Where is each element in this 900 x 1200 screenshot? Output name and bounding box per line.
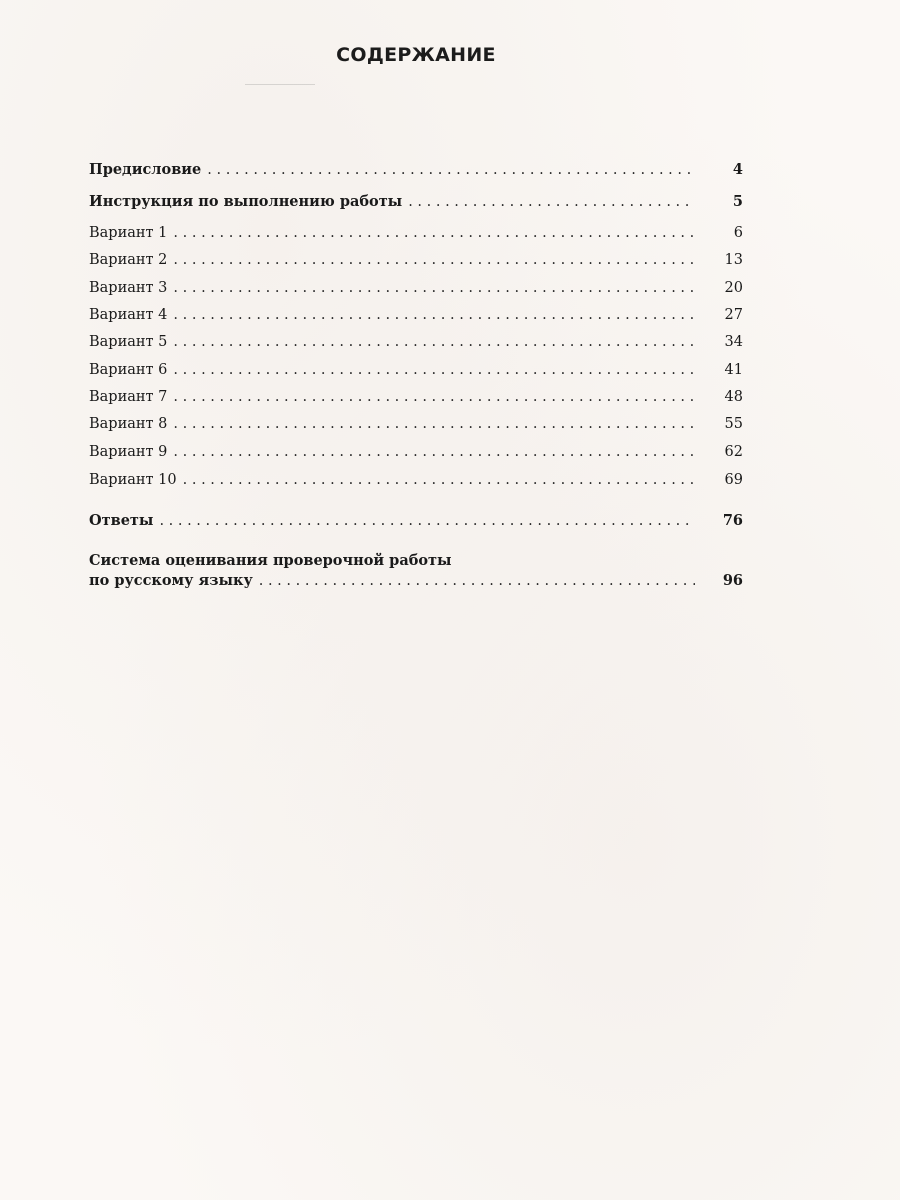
toc-leader-dots [173,387,695,407]
toc-entry-page: 41 [724,362,743,378]
page-heading: СОДЕРЖАНИЕ [336,44,496,66]
toc-entry[interactable] [89,223,743,243]
toc-entry-title: Вариант 10 [89,472,177,488]
toc-entry-title: Вариант 2 [89,252,168,268]
toc-entry-page: 62 [724,444,743,460]
toc-leader-dots [173,332,695,352]
toc-entry-title: Вариант 6 [89,362,168,378]
toc-leader-dots [408,192,695,212]
toc-entry-page: 34 [724,334,743,350]
toc-entry[interactable] [89,332,743,352]
toc-entry[interactable] [89,250,743,270]
toc-entry-title: Вариант 3 [89,280,168,296]
toc-entry-page: 27 [724,307,743,323]
toc-entry-page: 4 [732,161,743,178]
toc-leader-dots [173,414,695,434]
toc-entry-title: Вариант 1 [89,225,168,241]
toc-entry[interactable] [89,511,743,531]
toc-entry-page: 69 [724,472,743,488]
toc-entry-page: 96 [722,572,743,589]
toc-entry-title: по русскому языку [89,572,253,589]
toc-entry-title: Вариант 7 [89,389,168,405]
toc-entry-title: Вариант 4 [89,307,168,323]
toc-entry[interactable] [89,551,743,591]
toc-entry[interactable] [89,305,743,325]
toc-entry-title: Инструкция по выполнению работы [89,193,403,210]
toc-entry-page: 13 [724,252,743,268]
toc-leader-dots [173,278,695,298]
toc-entry-page: 76 [722,512,743,529]
toc-leader-dots [173,223,695,243]
toc-entry[interactable] [89,278,743,298]
toc-leader-dots [173,250,695,270]
toc-entry-title: Предисловие [89,161,202,178]
toc-entry[interactable] [89,414,743,434]
toc-leader-dots [183,470,695,490]
toc-leader-dots [173,305,695,325]
toc-entry-page: 20 [724,280,743,296]
toc-entry[interactable] [89,387,743,407]
toc-entry-page: 55 [724,416,743,432]
toc-entry[interactable] [89,470,743,490]
faint-mark [245,84,315,85]
toc-entry-page: 6 [733,225,743,241]
toc-entry[interactable] [89,442,743,462]
toc-entry-title: Вариант 8 [89,416,168,432]
toc-entry-title: Ответы [89,512,154,529]
toc-leader-dots [159,511,695,531]
toc-leader-dots [173,360,695,380]
toc-entry-page: 48 [724,389,743,405]
toc-entry-page: 5 [732,193,743,210]
toc-leader-dots [173,442,695,462]
toc-entry-title: Вариант 9 [89,444,168,460]
toc-leader-dots [259,571,695,591]
toc-leader-dots [207,160,695,180]
toc-entry-title: Вариант 5 [89,334,168,350]
toc-entry[interactable] [89,192,743,212]
toc-entry[interactable] [89,360,743,380]
toc-entry[interactable] [89,160,743,180]
toc-entry-title-line1: Система оценивания проверочной работы [89,552,452,569]
